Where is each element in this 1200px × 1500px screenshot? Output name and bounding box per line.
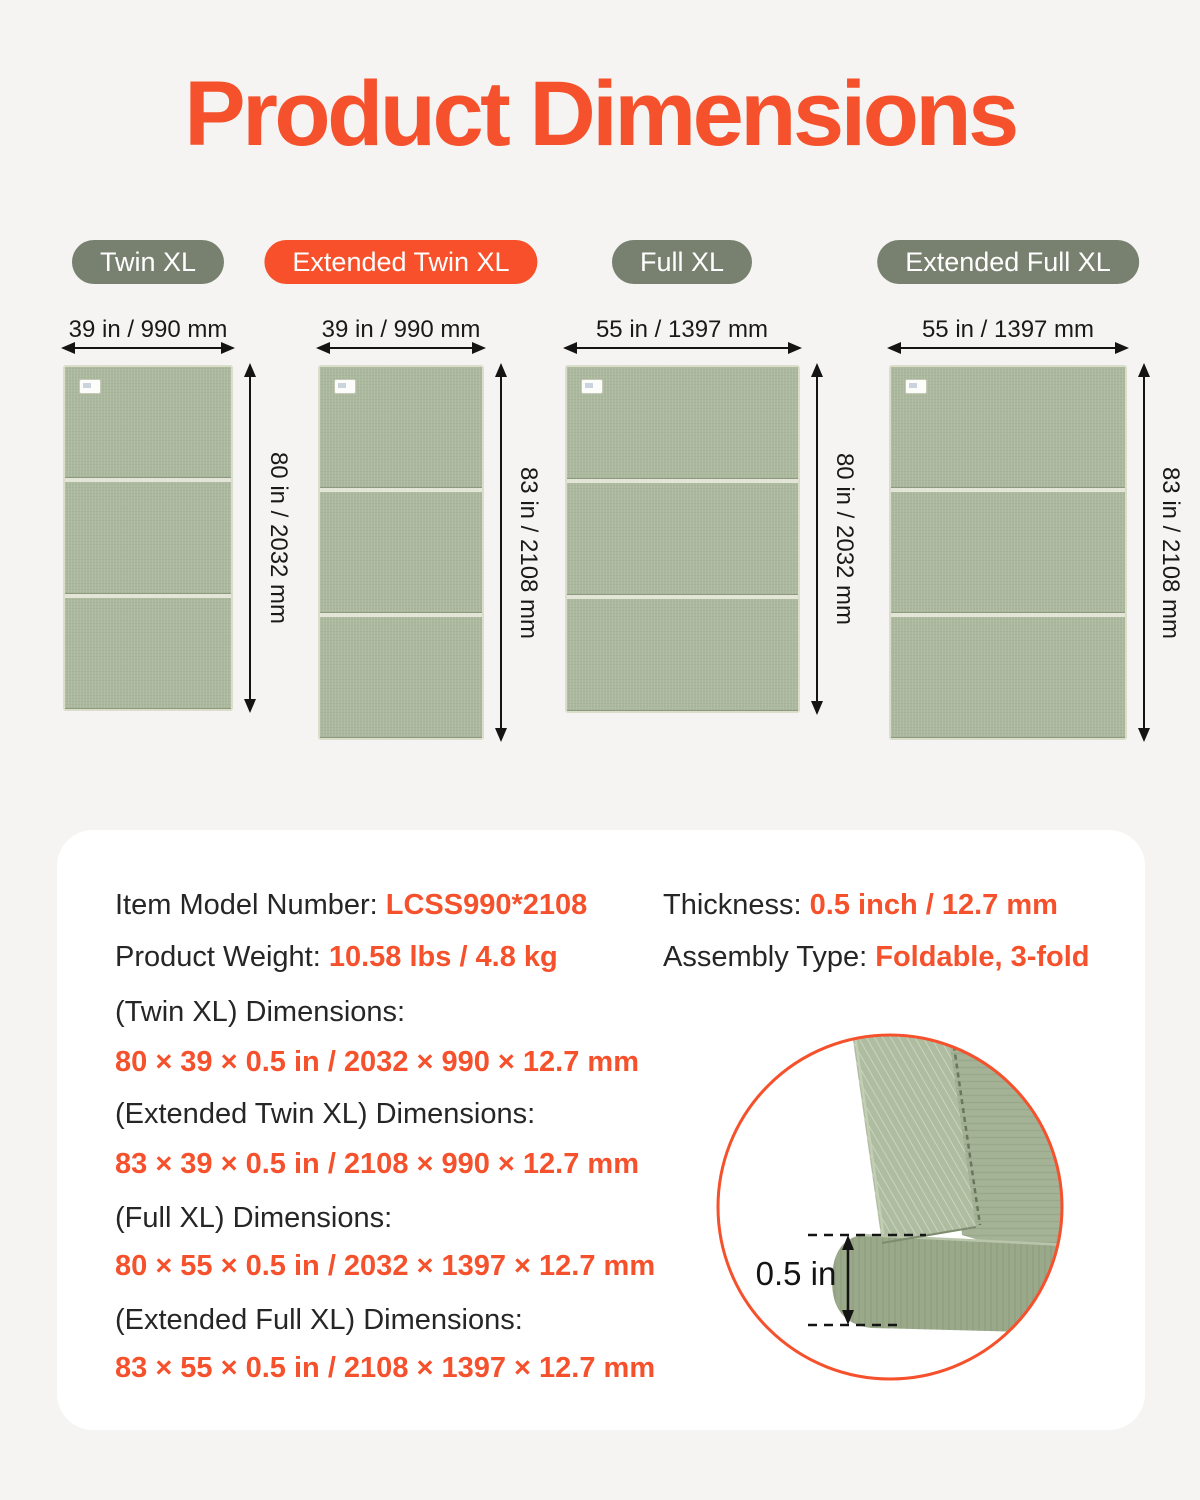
mat-label-tag — [334, 379, 356, 394]
dim-value-full-xl: 80 × 55 × 0.5 in / 2032 × 1397 × 12.7 mm — [115, 1250, 656, 1282]
spec-thickness: Thickness: 0.5 inch / 12.7 mm — [663, 889, 1058, 921]
mat-label-tag — [581, 379, 603, 394]
height-arrow — [249, 365, 251, 711]
mat-extended-full-xl — [889, 365, 1127, 740]
width-arrow — [889, 347, 1127, 349]
height-arrow — [500, 365, 502, 740]
size-pill-extended-twin-xl: Extended Twin XL — [264, 240, 537, 284]
width-arrow — [63, 347, 233, 349]
mat-twin-xl — [63, 365, 233, 711]
mat-panel — [891, 617, 1125, 738]
width-dimension-label: 55 in / 1397 mm — [921, 316, 1095, 343]
mat-panel — [567, 599, 798, 711]
height-dimension-label: 80 in / 2032 mm — [265, 451, 292, 625]
width-dimension-label: 55 in / 1397 mm — [595, 316, 769, 343]
dim-value-extended-twin-xl: 83 × 39 × 0.5 in / 2108 × 990 × 12.7 mm — [115, 1148, 639, 1180]
spec-weight: Product Weight: 10.58 lbs / 4.8 kg — [115, 941, 558, 973]
page-title: Product Dimensions — [184, 63, 1016, 165]
mat-full-xl — [565, 365, 800, 713]
spec-assembly: Assembly Type: Foldable, 3-fold — [663, 941, 1090, 973]
mat-corner-photo-inset — [712, 1029, 1068, 1385]
thickness-callout-label: 0.5 in — [755, 1255, 837, 1292]
spec-model: Item Model Number: LCSS990*2108 — [115, 889, 588, 921]
mat-panel — [320, 492, 482, 613]
mat-panel — [320, 617, 482, 738]
width-arrow — [318, 347, 484, 349]
width-dimension-label: 39 in / 990 mm — [321, 316, 481, 343]
height-dimension-label: 83 in / 2108 mm — [1157, 466, 1184, 639]
size-pill-full-xl: Full XL — [612, 240, 752, 284]
mat-panel — [567, 483, 798, 595]
mat-extended-twin-xl — [318, 365, 484, 740]
dim-label-full-xl: (Full XL) Dimensions: — [115, 1202, 393, 1234]
mat-panel — [65, 482, 231, 593]
mat-panel — [65, 598, 231, 709]
height-arrow — [1143, 365, 1145, 740]
height-dimension-label: 83 in / 2108 mm — [515, 466, 542, 639]
mat-label-tag — [79, 379, 101, 394]
width-dimension-label: 39 in / 990 mm — [68, 316, 228, 343]
dim-label-twin-xl: (Twin XL) Dimensions: — [115, 996, 406, 1028]
dim-label-extended-twin-xl: (Extended Twin XL) Dimensions: — [115, 1098, 536, 1130]
dim-label-extended-full-xl: (Extended Full XL) Dimensions: — [115, 1304, 523, 1336]
height-arrow — [816, 365, 818, 713]
mat-label-tag — [905, 379, 927, 394]
height-dimension-label: 80 in / 2032 mm — [831, 452, 858, 626]
size-pill-twin-xl: Twin XL — [72, 240, 224, 284]
dim-value-twin-xl: 80 × 39 × 0.5 in / 2032 × 990 × 12.7 mm — [115, 1046, 639, 1078]
width-arrow — [565, 347, 800, 349]
size-pill-extended-full-xl: Extended Full XL — [877, 240, 1139, 284]
dim-value-extended-full-xl: 83 × 55 × 0.5 in / 2108 × 1397 × 12.7 mm — [115, 1352, 656, 1384]
mat-panel — [891, 492, 1125, 613]
